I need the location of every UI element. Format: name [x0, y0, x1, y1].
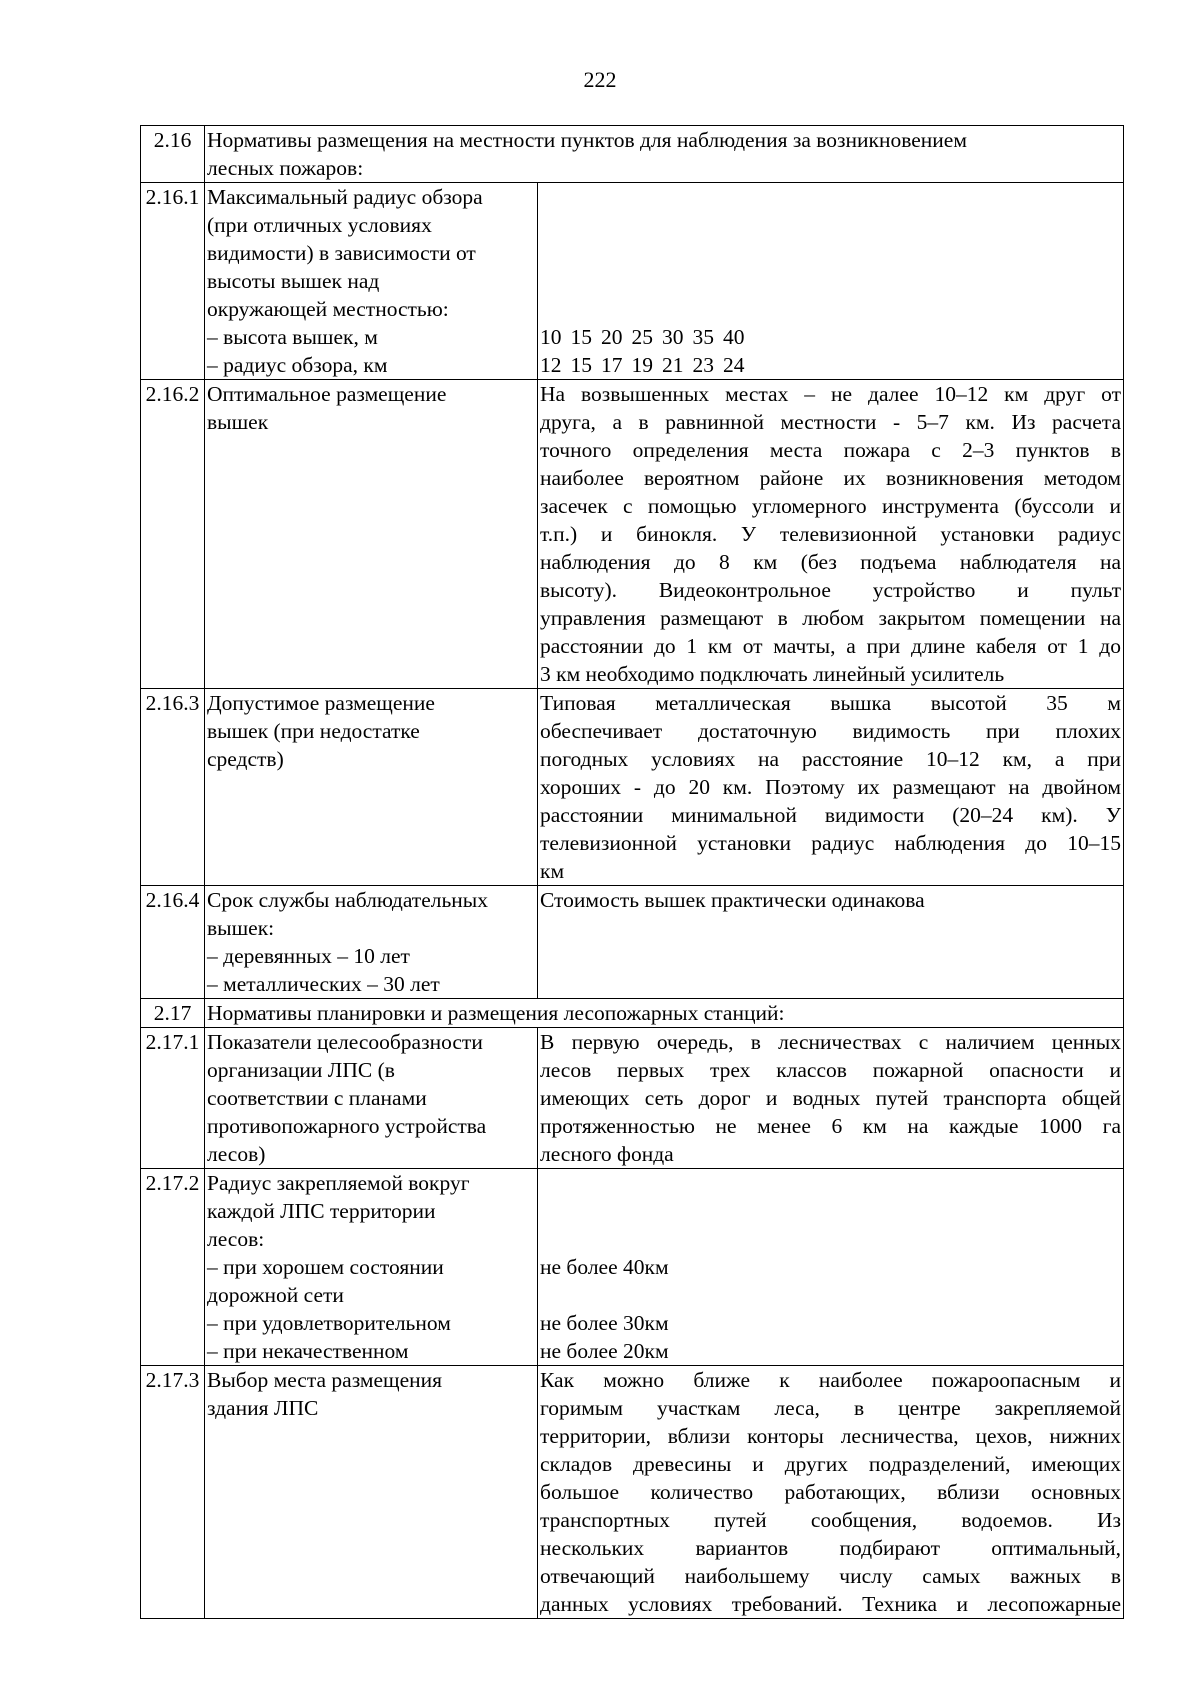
text-line: не более 20км — [540, 1339, 669, 1363]
row-2-16-3 — [141, 689, 1124, 886]
text-line: транспортных путей сообщения, водоемов. Из — [540, 1508, 1121, 1532]
height-value: 25 — [631, 325, 653, 349]
text-line: Выбор места размещения — [207, 1368, 443, 1392]
text-line: вышек — [207, 410, 269, 434]
height-value: 35 — [692, 325, 714, 349]
text-line: лесов: — [207, 1227, 265, 1251]
text-line: наиболее вероятном районе их возникновения методом — [540, 466, 1121, 490]
text-line: вышек (при недостатке — [207, 719, 420, 743]
text-line: противопожарного устройства — [207, 1114, 487, 1138]
text-line: – при некачественном — [207, 1339, 409, 1363]
height-value: 15 — [570, 325, 592, 349]
row-number: 2.16.3 — [141, 689, 205, 886]
text-line: Показатели целесообразности — [207, 1030, 483, 1054]
text-line: телевизионной установки радиус наблюдения до 10–15 — [540, 831, 1121, 855]
value-cell — [538, 1028, 1124, 1169]
row-number: 2.16.2 — [141, 380, 205, 689]
value-cell — [538, 183, 1124, 380]
text-line: – деревянных – 10 лет — [207, 944, 410, 968]
text-line: Как можно ближе к наиболее пожароопасным и — [540, 1368, 1121, 1392]
text-line: – металлических – 30 лет — [207, 972, 440, 996]
text-line: – высота вышек, м — [207, 325, 378, 349]
height-value: 10 — [540, 325, 562, 349]
value-cell — [538, 380, 1124, 689]
text-line: друга, а в равнинной местности - 5–7 км. Из расчета — [540, 410, 1121, 434]
text-line: обеспечивает достаточную видимость при плохих — [540, 719, 1121, 743]
text-line: вышек: — [207, 916, 275, 940]
parameter-cell — [205, 886, 538, 999]
text-line: лесных пожаров: — [207, 156, 364, 180]
text-line: дорожной сети — [207, 1283, 344, 1307]
parameter-cell — [205, 1366, 538, 1619]
text-line: складов древесины и других подразделений, имеющих — [540, 1452, 1121, 1476]
row-2-17-2 — [141, 1169, 1124, 1366]
tower-heights — [540, 323, 1121, 351]
text-line: км — [540, 859, 565, 883]
text-line: лесного фонда — [540, 1142, 674, 1166]
text-line: На возвышенных местах – не далее 10–12 км друг от — [540, 382, 1121, 406]
text-line: Срок службы наблюдательных — [207, 888, 488, 912]
row-2-16-2 — [141, 380, 1124, 689]
text-line: расстоянии минимальной видимости (20–24 км). У — [540, 803, 1121, 827]
row-number: 2.16.4 — [141, 886, 205, 999]
parameter-cell — [205, 1028, 538, 1169]
height-value: 40 — [723, 325, 745, 349]
text-line: (при отличных условиях — [207, 213, 432, 237]
text-line: управления размещают в любом закрытом помещении на — [540, 606, 1121, 630]
text-line: Нормативы планировки и размещения лесопожарных станций: — [207, 1001, 785, 1025]
text-line: точного определения места пожара с 2–3 пунктов в — [540, 438, 1121, 462]
text-line: протяженностью не менее 6 км на каждые 1000 га — [540, 1114, 1121, 1138]
text-line: погодных условиях на расстояние 10–12 км, а при — [540, 747, 1121, 771]
row-2-17-3 — [141, 1366, 1124, 1619]
parameter-cell — [205, 689, 538, 886]
parameter-cell — [205, 380, 538, 689]
height-value: 30 — [662, 325, 684, 349]
text-line: данных условиях требований. Техника и лесопожарные — [540, 1592, 1121, 1616]
text-line: территории, вблизи конторы лесничества, цехов, нижних — [540, 1424, 1121, 1448]
text-line: В первую очередь, в лесничествах с наличием ценных — [540, 1030, 1121, 1054]
norms-table — [140, 125, 1124, 1619]
row-2-16 — [141, 126, 1124, 183]
text-line: высоты вышек над — [207, 269, 380, 293]
text-line: горимым участкам леса, в центре закрепляемой — [540, 1396, 1121, 1420]
row-number: 2.16.1 — [141, 183, 205, 380]
row-number: 2.16 — [141, 126, 205, 183]
text-line: Стоимость вышек практически одинакова — [540, 888, 925, 912]
text-line: хороших - до 20 км. Поэтому их размещают на двойном — [540, 775, 1121, 799]
row-2-17 — [141, 999, 1124, 1028]
text-line: – при удовлетворительном — [207, 1311, 451, 1335]
text-line: окружающей местностью: — [207, 297, 449, 321]
value-cell — [538, 1366, 1124, 1619]
value-cell — [538, 689, 1124, 886]
text-line: 3 км необходимо подключать линейный усилитель — [540, 662, 1005, 686]
text-line: здания ЛПС — [207, 1396, 319, 1420]
text-line: не более 40км — [540, 1255, 669, 1279]
text-line: лесов) — [207, 1142, 266, 1166]
text-line: Нормативы размещения на местности пунктов для наблюдения за возникновением — [207, 128, 967, 152]
text-line: Оптимальное размещение — [207, 382, 447, 406]
row-number: 2.17.3 — [141, 1366, 205, 1619]
row-2-16-1 — [141, 183, 1124, 380]
text-line: большое количество работающих, вблизи основных — [540, 1480, 1121, 1504]
text-line: лесов первых трех классов пожарной опасности и — [540, 1058, 1121, 1082]
height-value: 20 — [601, 325, 623, 349]
row-2-16-4 — [141, 886, 1124, 999]
text-line: не более 30км — [540, 1311, 669, 1335]
text-line: – при хорошем состоянии — [207, 1255, 444, 1279]
text-line: организации ЛПС (в — [207, 1058, 395, 1082]
section-heading — [205, 999, 1124, 1028]
text-line: наблюдения до 8 км (без подъема наблюдателя на — [540, 550, 1121, 574]
view-radii — [540, 351, 1121, 379]
text-line: высоту). Видеоконтрольное устройство и пульт — [540, 578, 1121, 602]
radius-value: 15 — [570, 353, 592, 377]
text-line: отвечающий наибольшему числу самых важных в — [540, 1564, 1121, 1588]
text-line: Типовая металлическая вышка высотой 35 м — [540, 691, 1121, 715]
radius-value: 24 — [723, 353, 745, 377]
radius-value: 12 — [540, 353, 562, 377]
text-line: соответствии с планами — [207, 1086, 427, 1110]
text-line: – радиус обзора, км — [207, 353, 388, 377]
radius-value: 23 — [692, 353, 714, 377]
text-line: расстоянии до 1 км от мачты, а при длине кабеля от 1 до — [540, 634, 1121, 658]
value-cell — [538, 886, 1124, 999]
text-line: Максимальный радиус обзора — [207, 185, 483, 209]
page-number: 222 — [583, 67, 617, 92]
radius-value: 21 — [662, 353, 684, 377]
text-line: видимости) в зависимости от — [207, 241, 476, 265]
text-line: нескольких вариантов подбирают оптимальный, — [540, 1536, 1121, 1560]
text-line: т.п.) и бинокля. У телевизионной установки радиус — [540, 522, 1121, 546]
text-line: каждой ЛПС территории — [207, 1199, 436, 1223]
text-line: засечек с помощью угломерного инструмента (буссоли и — [540, 494, 1121, 518]
text-line: имеющих сеть дорог и водных путей транспорта общей — [540, 1086, 1121, 1110]
row-number: 2.17.1 — [141, 1028, 205, 1169]
radius-value: 19 — [631, 353, 653, 377]
section-heading — [205, 126, 1124, 183]
row-number: 2.17 — [141, 999, 205, 1028]
parameter-cell — [205, 183, 538, 380]
radius-value: 17 — [601, 353, 623, 377]
parameter-cell — [205, 1169, 538, 1366]
row-2-17-1 — [141, 1028, 1124, 1169]
row-number: 2.17.2 — [141, 1169, 205, 1366]
text-line: Радиус закрепляемой вокруг — [207, 1171, 470, 1195]
text-line: средств) — [207, 747, 284, 771]
value-cell — [538, 1169, 1124, 1366]
text-line: Допустимое размещение — [207, 691, 435, 715]
